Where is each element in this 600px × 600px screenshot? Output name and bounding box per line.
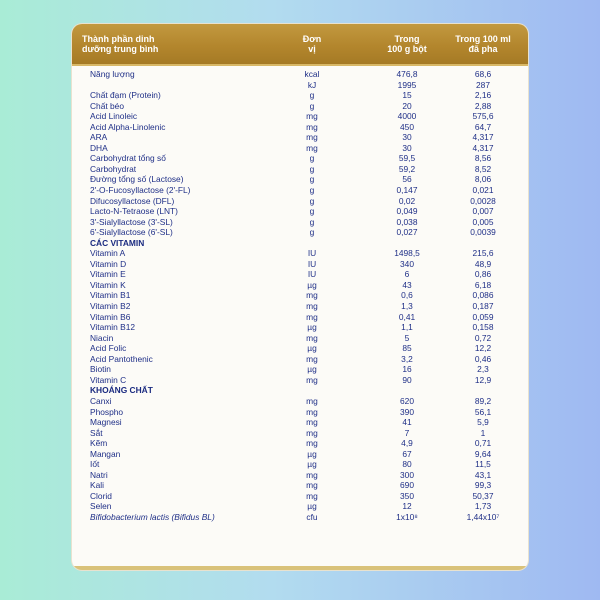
value-per-100g: 0,027 — [396, 227, 418, 238]
table-row — [72, 512, 528, 523]
value-per-100ml: 0,005 — [472, 216, 494, 227]
value-per-100ml: 89,2 — [474, 395, 492, 406]
value-per-100g: 620 — [400, 395, 414, 406]
value-per-100g: 450 — [400, 121, 414, 132]
table-header — [72, 24, 528, 66]
value-per-100ml: 12,2 — [474, 343, 492, 354]
table-row — [72, 248, 528, 259]
unit-cell: mg — [306, 438, 318, 449]
table-row — [72, 206, 528, 217]
value-per-100g: 476,8 — [396, 69, 418, 79]
nutrient-name: Chất đạm (Protein) — [90, 90, 161, 101]
header-nutrient: Thành phần dinh dưỡng trung bình — [82, 34, 159, 54]
unit-cell: mg — [306, 142, 318, 153]
unit-cell: g — [309, 206, 315, 217]
value-per-100g: 90 — [402, 374, 412, 385]
nutrient-name: Acid Folic — [90, 343, 127, 354]
unit-cell: g — [309, 185, 315, 196]
table-row — [72, 364, 528, 375]
value-per-100ml: 8,56 — [474, 153, 492, 164]
table-row — [72, 322, 528, 333]
value-per-100ml: 9,64 — [474, 448, 492, 459]
table-row — [72, 438, 528, 449]
unit-cell: mg — [306, 111, 318, 122]
nutrient-name: Chất béo — [90, 100, 124, 111]
table-row — [72, 122, 528, 133]
value-per-100ml: 215,6 — [472, 248, 494, 259]
value-per-100ml: 287 — [476, 79, 490, 90]
table-row — [72, 428, 528, 439]
value-per-100g: 67 — [402, 448, 412, 459]
nutrient-name: Acid Pantothenic — [90, 353, 153, 364]
table-row — [72, 290, 528, 301]
unit-cell: µg — [307, 448, 317, 459]
table-row — [72, 501, 528, 512]
unit-cell: µg — [307, 501, 317, 512]
value-per-100g: 0,41 — [398, 311, 416, 322]
unit-cell: g — [309, 163, 315, 174]
value-per-100g: 16 — [402, 364, 412, 375]
nutrient-name: Bifidobacterium lactis (Bifidus BL) — [90, 511, 215, 522]
value-per-100ml: 0,021 — [472, 185, 494, 196]
value-per-100g: 20 — [402, 100, 412, 111]
value-per-100ml: 48,9 — [474, 258, 492, 269]
table-row — [72, 259, 528, 270]
value-per-100g: 41 — [402, 417, 412, 428]
nutrient-name: Lacto-N-Tetraose (LNT) — [90, 206, 178, 217]
value-per-100g: 0,147 — [396, 185, 418, 196]
unit-cell: mg — [306, 311, 318, 322]
value-per-100g: 30 — [402, 132, 412, 143]
unit-cell: µg — [307, 343, 317, 354]
table-row — [72, 280, 528, 291]
unit-cell: mg — [306, 301, 318, 312]
value-per-100ml: 0,71 — [474, 438, 492, 449]
nutrient-name: Canxi — [90, 395, 112, 406]
nutrient-name: Acid Linoleic — [90, 111, 138, 122]
unit-cell: mg — [306, 480, 318, 491]
unit-cell: IU — [307, 248, 317, 259]
nutrient-name: Vitamin B12 — [90, 322, 136, 333]
nutrient-name: Phospho — [90, 406, 124, 417]
nutrient-name: Iốt — [90, 459, 100, 470]
unit-cell: mg — [306, 290, 318, 301]
unit-cell: mg — [306, 406, 318, 417]
value-per-100ml: 2,88 — [474, 100, 492, 111]
value-per-100g: 0,02 — [398, 195, 416, 206]
value-per-100g: 1498,5 — [394, 248, 420, 259]
table-row — [72, 417, 528, 428]
unit-cell: kJ — [307, 79, 317, 90]
table-row — [72, 217, 528, 228]
unit-cell: mg — [306, 374, 318, 385]
unit-cell: µg — [307, 364, 317, 375]
value-per-100ml: 50,37 — [472, 490, 494, 501]
value-per-100ml: 68,6 — [474, 69, 492, 79]
unit-cell: mg — [306, 427, 318, 438]
value-per-100g: 4,9 — [401, 438, 413, 449]
unit-cell: mg — [306, 490, 318, 501]
value-per-100ml: 4,317 — [472, 132, 494, 143]
table-row — [72, 459, 528, 470]
unit-cell: g — [309, 100, 315, 111]
table-row — [72, 407, 528, 418]
nutrient-name: 6'-Sialyllactose (6'-SL) — [90, 227, 173, 238]
value-per-100g: 3,2 — [401, 353, 413, 364]
table-row — [72, 101, 528, 112]
nutrient-name: Carbohydrat — [90, 163, 137, 174]
nutrient-name: KHOÁNG CHẤT — [90, 385, 153, 396]
table-row — [72, 164, 528, 175]
value-per-100ml: 0,86 — [474, 269, 492, 280]
value-per-100ml: 64,7 — [474, 121, 492, 132]
nutrition-table-card — [72, 24, 528, 570]
nutrient-name: Năng lượng — [90, 69, 135, 79]
unit-cell: mg — [306, 353, 318, 364]
table-row — [72, 90, 528, 101]
nutrient-name: Vitamin E — [90, 269, 126, 280]
nutrient-name: Đường tổng số (Lactose) — [90, 174, 184, 185]
value-per-100ml: 1,73 — [474, 501, 492, 512]
nutrient-name: Biotin — [90, 364, 111, 375]
nutrient-name: DHA — [90, 142, 108, 153]
unit-cell: IU — [307, 258, 317, 269]
value-per-100ml: 56,1 — [474, 406, 492, 417]
nutrient-name: Magnesi — [90, 417, 122, 428]
nutrient-name: Vitamin K — [90, 279, 126, 290]
nutrient-name: ARA — [90, 132, 108, 143]
nutrient-name: Vitamin D — [90, 258, 127, 269]
unit-cell: kcal — [304, 69, 320, 79]
table-row — [72, 491, 528, 502]
unit-cell: mg — [306, 417, 318, 428]
value-per-100g: 690 — [400, 480, 414, 491]
nutrient-name: Vitamin B1 — [90, 290, 131, 301]
nutrient-name: Sắt — [90, 427, 103, 438]
value-per-100ml: 0,187 — [472, 301, 494, 312]
table-row — [72, 396, 528, 407]
nutrient-name: Difucosyllactose (DFL) — [90, 195, 175, 206]
value-per-100ml: 0,46 — [474, 353, 492, 364]
unit-cell: g — [309, 90, 315, 101]
table-row — [72, 269, 528, 280]
table-row — [72, 301, 528, 312]
nutrient-name: Selen — [90, 501, 112, 512]
table-row — [72, 354, 528, 365]
value-per-100g: 300 — [400, 469, 414, 480]
unit-cell: µg — [307, 279, 317, 290]
value-per-100ml: 8,52 — [474, 163, 492, 174]
table-row — [72, 449, 528, 460]
unit-cell: g — [309, 195, 315, 206]
value-per-100g: 7 — [404, 427, 410, 438]
value-per-100ml: 4,317 — [472, 142, 494, 153]
value-per-100ml: 575,6 — [472, 111, 494, 122]
table-row — [72, 153, 528, 164]
value-per-100ml: 1 — [480, 427, 486, 438]
value-per-100ml: 99,3 — [474, 480, 492, 491]
value-per-100ml: 8,06 — [474, 174, 492, 185]
nutrient-name: Carbohydrat tổng số — [90, 153, 166, 164]
value-per-100g: 4000 — [397, 111, 417, 122]
value-per-100g: 56 — [402, 174, 412, 185]
unit-cell: IU — [307, 269, 317, 280]
table-row — [72, 111, 528, 122]
value-per-100g: 0,049 — [396, 206, 418, 217]
value-per-100g: 12 — [402, 501, 412, 512]
value-per-100g: 1,1 — [401, 322, 413, 333]
table-row — [72, 312, 528, 323]
nutrient-name: Niacin — [90, 332, 114, 343]
nutrient-name: Kẽm — [90, 438, 108, 449]
value-per-100g: 1995 — [397, 79, 417, 90]
section-heading-row — [72, 385, 528, 396]
unit-cell: g — [309, 174, 315, 185]
table-row — [72, 80, 528, 91]
value-per-100g: 30 — [402, 142, 412, 153]
value-per-100ml: 2,3 — [477, 364, 489, 375]
table-row — [72, 375, 528, 386]
value-per-100ml: 2,16 — [474, 90, 492, 101]
value-per-100ml: 0,059 — [472, 311, 494, 322]
table-row — [72, 143, 528, 154]
table-row — [72, 69, 528, 80]
unit-cell: mg — [306, 469, 318, 480]
header-per-100g: Trong 100 g bột — [387, 34, 427, 54]
table-row — [72, 196, 528, 207]
table-row — [72, 185, 528, 196]
value-per-100g: 85 — [402, 343, 412, 354]
value-per-100g: 1,3 — [401, 301, 413, 312]
nutrient-name: Vitamin A — [90, 248, 126, 259]
table-row — [72, 480, 528, 491]
value-per-100ml: 0,158 — [472, 322, 494, 333]
value-per-100g: 0,038 — [396, 216, 418, 227]
value-per-100g: 350 — [400, 490, 414, 501]
value-per-100g: 80 — [402, 459, 412, 470]
table-row — [72, 343, 528, 354]
nutrient-name: Vitamin C — [90, 374, 127, 385]
unit-cell: mg — [306, 332, 318, 343]
nutrient-name: 3'-Sialyllactose (3'-SL) — [90, 216, 173, 227]
bottom-bar — [72, 566, 528, 570]
unit-cell: g — [309, 153, 315, 164]
nutrient-name: CÁC VITAMIN — [90, 237, 145, 248]
value-per-100g: 390 — [400, 406, 414, 417]
value-per-100ml: 0,086 — [472, 290, 494, 301]
value-per-100ml: 0,72 — [474, 332, 492, 343]
value-per-100g: 6 — [404, 269, 410, 280]
unit-cell: mg — [306, 132, 318, 143]
table-row — [72, 132, 528, 143]
table-body — [72, 69, 528, 523]
table-row — [72, 174, 528, 185]
section-heading-row — [72, 238, 528, 249]
value-per-100g: 15 — [402, 90, 412, 101]
value-per-100ml: 6,18 — [474, 279, 492, 290]
value-per-100g: 1x10⁸ — [396, 511, 418, 522]
value-per-100g: 0,6 — [401, 290, 413, 301]
unit-cell: mg — [306, 121, 318, 132]
nutrient-name: Vitamin B6 — [90, 311, 131, 322]
value-per-100ml: 0,0028 — [470, 195, 496, 206]
value-per-100ml: 43,1 — [474, 469, 492, 480]
table-row — [72, 470, 528, 481]
nutrient-name: Acid Alpha-Linolenic — [90, 121, 166, 132]
nutrient-name: Clorid — [90, 490, 112, 501]
value-per-100g: 43 — [402, 279, 412, 290]
unit-cell: cfu — [306, 511, 318, 522]
value-per-100g: 5 — [404, 332, 410, 343]
value-per-100ml: 1,44x10⁷ — [466, 511, 500, 522]
value-per-100ml: 0,007 — [472, 206, 494, 217]
table-row — [72, 227, 528, 238]
nutrient-name: Vitamin B2 — [90, 301, 131, 312]
value-per-100ml: 12,9 — [474, 374, 492, 385]
nutrient-name: 2'-O-Fucosyllactose (2'-FL) — [90, 185, 191, 196]
nutrient-name: Natri — [90, 469, 108, 480]
unit-cell: g — [309, 216, 315, 227]
value-per-100g: 340 — [400, 258, 414, 269]
value-per-100ml: 5,9 — [477, 417, 489, 428]
header-unit: Đơn vị — [302, 34, 322, 54]
value-per-100ml: 11,5 — [475, 459, 491, 470]
nutrient-name: Mangan — [90, 448, 121, 459]
unit-cell: µg — [307, 322, 317, 333]
table-row — [72, 333, 528, 344]
value-per-100ml: 0,0039 — [470, 227, 496, 238]
value-per-100g: 59,5 — [398, 153, 416, 164]
unit-cell: g — [309, 227, 315, 238]
value-per-100g: 59,2 — [398, 163, 416, 174]
unit-cell: mg — [306, 395, 318, 406]
nutrient-name: Kali — [90, 480, 104, 491]
header-per-100ml: Trong 100 ml đã pha — [455, 34, 511, 54]
unit-cell: µg — [307, 459, 317, 470]
